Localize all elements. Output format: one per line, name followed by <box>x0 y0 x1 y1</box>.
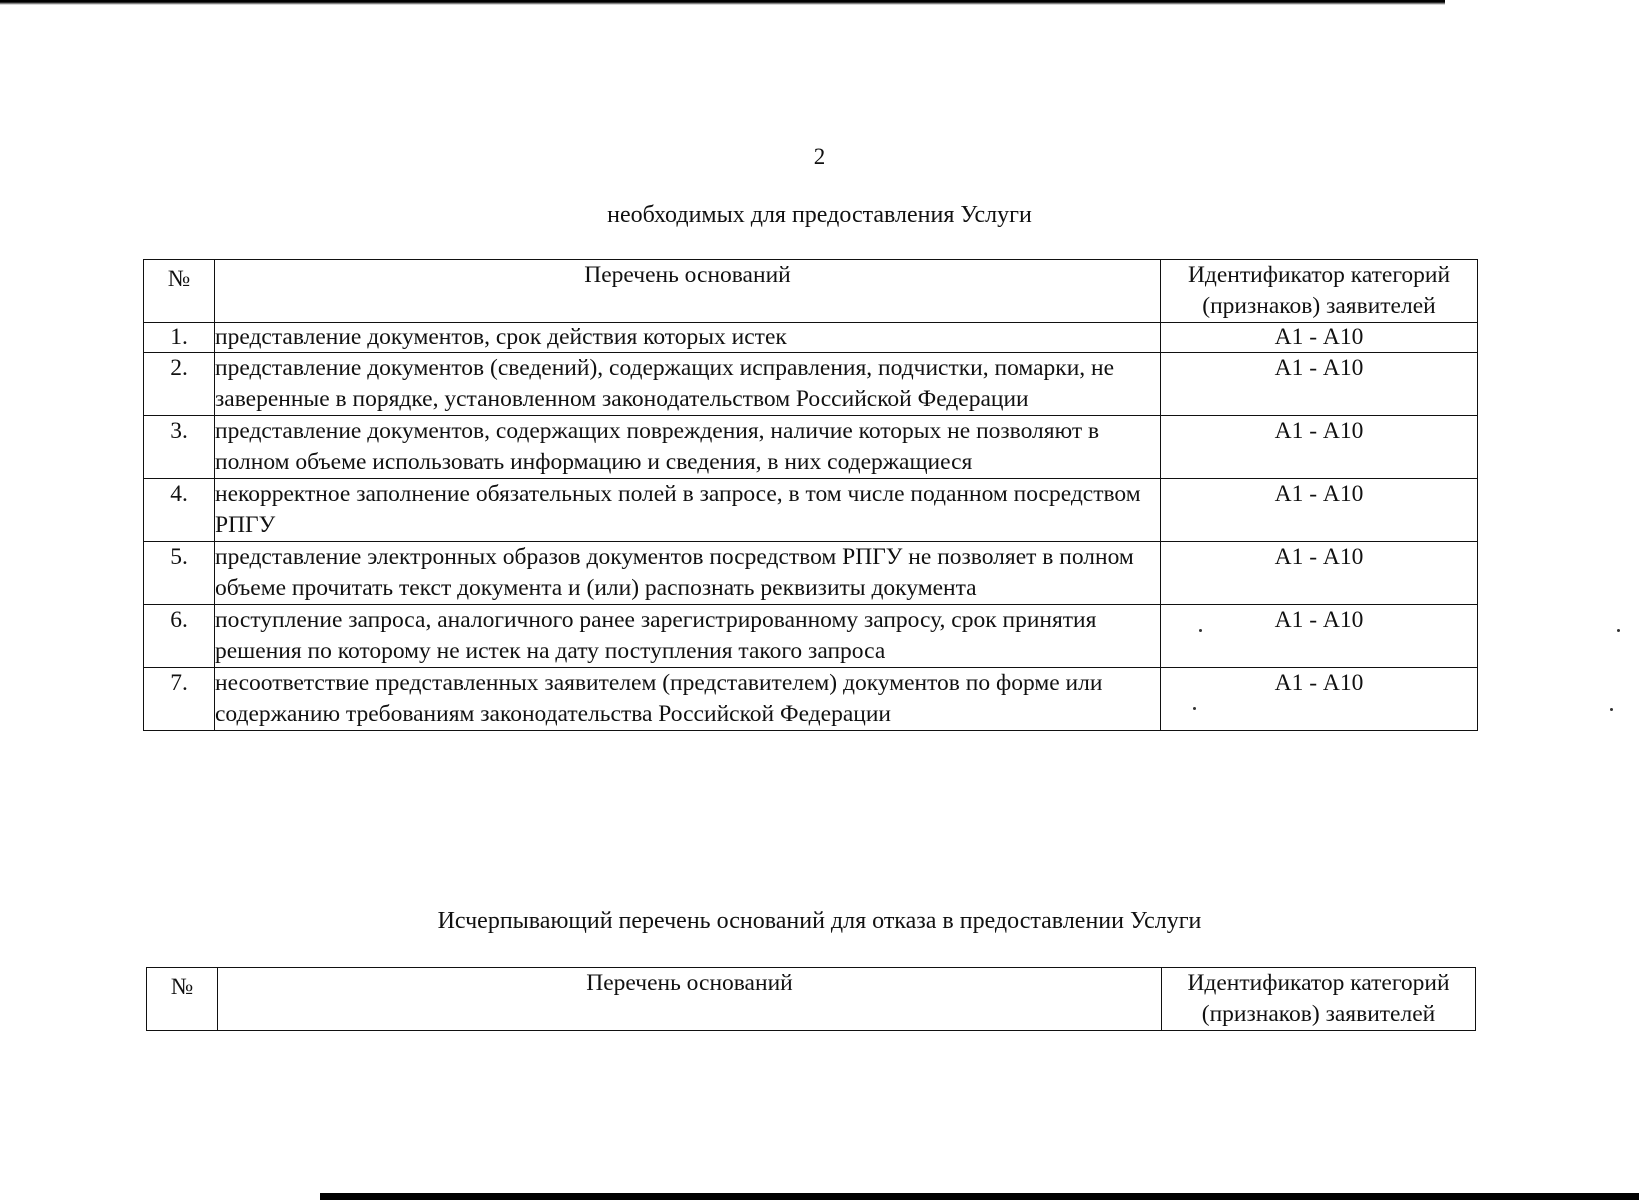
page-number: 2 <box>813 144 826 169</box>
row-category-id: А1 - А10 <box>1161 323 1478 353</box>
row-grounds-text: представление документов (сведений), содержащих исправления, подчистки, помарки, не заверенные в порядке, установленном законодательством Российской Федерации <box>215 353 1161 416</box>
row-grounds-text: представление документов, содержащих повреждения, наличие которых не позволяют в полном объеме использовать информацию и сведения, в них содержащиеся <box>215 416 1161 479</box>
section-2-heading: Исчерпывающий перечень оснований для отказа в предоставлении Услуги <box>437 908 1202 934</box>
header-category-id: Идентификатор категорий (признаков) заявителей <box>1162 968 1476 1031</box>
row-grounds-text: поступление запроса, аналогичного ранее зарегистрированному запросу, срок принятия решения по которому не истек на дату поступления такого запроса <box>215 605 1161 668</box>
row-number: 5. <box>144 542 215 605</box>
scan-speck <box>1199 629 1202 632</box>
row-number: 4. <box>144 479 215 542</box>
table-row <box>144 542 1478 605</box>
scan-edge-bottom <box>320 1193 1639 1200</box>
header-number: № <box>147 968 218 1031</box>
header-grounds: Перечень оснований <box>215 260 1161 323</box>
row-category-id: А1 - А10 <box>1161 479 1478 542</box>
header-category-id: Идентификатор категорий (признаков) заявителей <box>1161 260 1478 323</box>
scan-speck <box>1610 708 1613 711</box>
header-grounds: Перечень оснований <box>218 968 1162 1031</box>
header-number: № <box>144 260 215 323</box>
table-row <box>144 416 1478 479</box>
grounds-table-2 <box>146 967 1476 1031</box>
section-1-heading: необходимых для предоставления Услуги <box>607 202 1032 228</box>
row-category-id: А1 - А10 <box>1161 416 1478 479</box>
row-grounds-text: некорректное заполнение обязательных полей в запросе, в том числе поданном посредством РПГУ <box>215 479 1161 542</box>
row-number: 3. <box>144 416 215 479</box>
table-row <box>144 353 1478 416</box>
grounds-table-1 <box>143 259 1478 731</box>
row-category-id: А1 - А10 <box>1161 353 1478 416</box>
row-category-id: А1 - А10 <box>1161 542 1478 605</box>
table-header-row <box>144 260 1478 323</box>
table-row <box>144 479 1478 542</box>
row-number: 1. <box>144 323 215 353</box>
scan-edge-top <box>0 0 1445 5</box>
table-header-row <box>147 968 1476 1031</box>
table-row <box>144 605 1478 668</box>
row-category-id: А1 - А10 <box>1161 668 1478 731</box>
row-grounds-text: представление электронных образов документов посредством РПГУ не позволяет в полном объеме прочитать текст документа и (или) распознать реквизиты документа <box>215 542 1161 605</box>
row-grounds-text: несоответствие представленных заявителем (представителем) документов по форме или содержанию требованиям законодательства Российской Федерации <box>215 668 1161 731</box>
row-grounds-text: представление документов, срок действия которых истек <box>215 323 1161 353</box>
row-category-id: А1 - А10 <box>1161 605 1478 668</box>
row-number: 7. <box>144 668 215 731</box>
scan-speck <box>1193 707 1196 710</box>
row-number: 2. <box>144 353 215 416</box>
scan-speck <box>1617 629 1620 632</box>
table-row <box>144 668 1478 731</box>
table-row <box>144 323 1478 353</box>
row-number: 6. <box>144 605 215 668</box>
